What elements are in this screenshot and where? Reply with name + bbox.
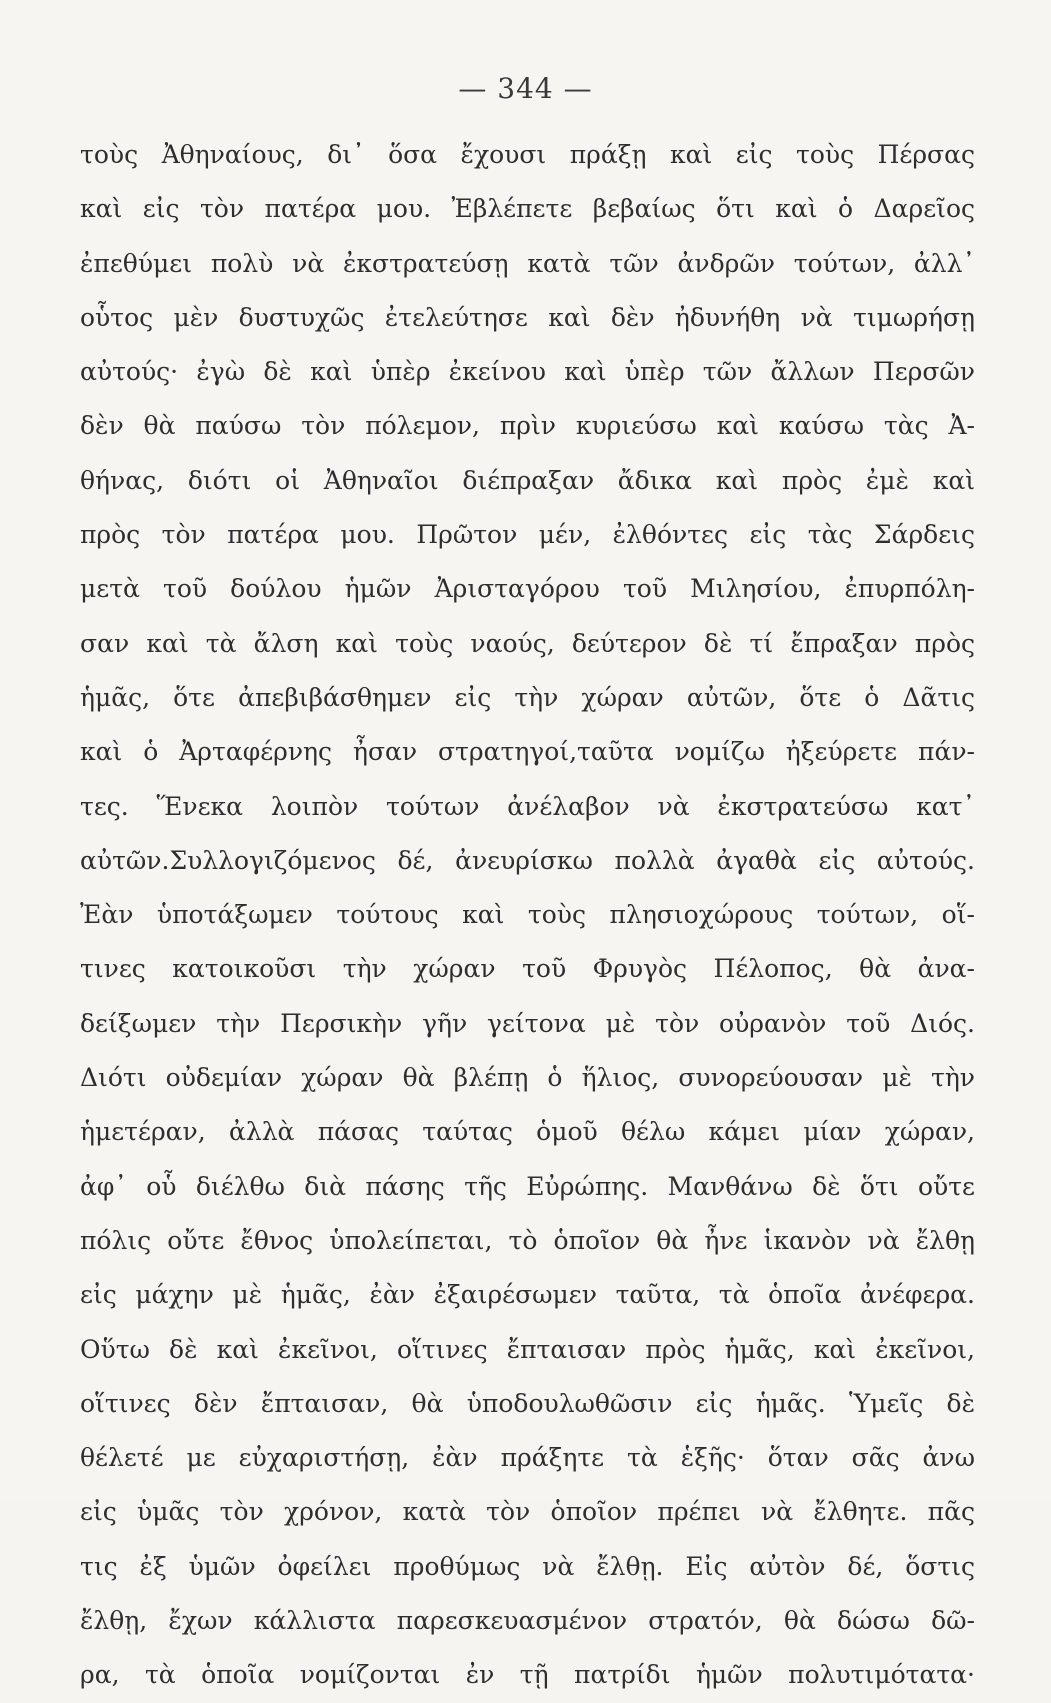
text-line: ρα, τὰ ὁποῖα νομίζονται ἐν τῇ πατρίδι ἡμῶν πολυτιμότατα· [80,1660,975,1690]
text-line: καὶ ὁ Ἀρταφέρνης ἦσαν στρατηγοί,ταῦτα νομίζω ἠξεύρετε πάν- [80,737,975,767]
text-line: Οὕτω δὲ καὶ ἐκεῖνοι, οἵτινες ἔπταισαν πρὸς ἡμᾶς, καὶ ἐκεῖνοι, [80,1334,975,1364]
text-line: ἔλθῃ, ἔχων κάλλιστα παρεσκευασμένον στρατόν, θὰ δώσω δῶ- [80,1606,975,1636]
page-number: — 344 — [458,72,593,105]
text-line: ἡμᾶς, ὅτε ἀπεβιβάσθημεν εἰς τὴν χώραν αὐτῶν, ὅτε ὁ Δᾶτις [80,682,975,712]
text-line: αὐτῶν.Συλλογιζόμενος δέ, ἀνευρίσκω πολλὰ ἀγαθὰ εἰς αὐτούς. [80,845,975,875]
text-line: δὲν θὰ παύσω τὸν πόλεμον, πρὶν κυριεύσω καὶ καύσω τὰς Ἀ- [80,411,975,441]
text-line: ἀφ᾽ οὗ διέλθω διὰ πάσης τῆς Εὐρώπης. Μανθάνω δὲ ὅτι οὔτε [80,1171,975,1201]
text-line: καὶ εἰς τὸν πατέρα μου. Ἐβλέπετε βεβαίως ὅτι καὶ ὁ Δαρεῖος [80,194,975,224]
text-line: οὗτος μὲν δυστυχῶς ἐτελεύτησε καὶ δὲν ἠδυνήθη νὰ τιμωρήσῃ [80,302,975,332]
body-text [80,128,975,1703]
text-line: οἵτινες δὲν ἔπταισαν, θὰ ὑποδουλωθῶσιν εἰς ἡμᾶς. Ὑμεῖς δὲ [80,1388,975,1418]
text-line: εἰς ὑμᾶς τὸν χρόνον, κατὰ τὸν ὁποῖον πρέπει νὰ ἔλθητε. πᾶς [80,1497,975,1527]
text-line: τοὺς Ἀθηναίους, δι᾽ ὅσα ἔχουσι πράξῃ καὶ εἰς τοὺς Πέρσας [80,140,975,169]
text-line: ἐπεθύμει πολὺ νὰ ἐκστρατεύσῃ κατὰ τῶν ἀνδρῶν τούτων, ἀλλ᾽ [80,248,975,278]
text-line: θέλετέ με εὐχαριστήσῃ, ἐὰν πράξητε τὰ ἑξῆς· ὅταν σᾶς ἀνω [80,1443,975,1473]
text-line: μετὰ τοῦ δούλου ἡμῶν Ἀρισταγόρου τοῦ Μιλησίου, ἐπυρπόλη- [80,574,975,604]
text-line: Διότι οὐδεμίαν χώραν θὰ βλέπῃ ὁ ἥλιος, συνορεύουσαν μὲ τὴν [80,1063,975,1093]
text-line: πρὸς τὸν πατέρα μου. Πρῶτον μέν, ἐλθόντες εἰς τὰς Σάρδεις [80,520,975,550]
text-line: εἰς μάχην μὲ ἡμᾶς, ἐὰν ἐξαιρέσωμεν ταῦτα, τὰ ὁποῖα ἀνέφερα. [80,1280,975,1310]
text-line: τις ἐξ ὑμῶν ὀφείλει προθύμως νὰ ἔλθῃ. Εἰς αὐτὸν δέ, ὅστις [80,1551,975,1581]
text-line: ἡμετέραν, ἀλλὰ πάσας ταύτας ὁμοῦ θέλω κάμει μίαν χώραν, [80,1117,975,1147]
text-line: σαν καὶ τὰ ἄλση καὶ τοὺς ναούς, δεύτερον δὲ τί ἔπραξαν πρὸς [80,628,975,658]
text-line: τες. Ἕνεκα λοιπὸν τούτων ἀνέλαβον νὰ ἐκστρατεύσω κατ᾽ [80,791,975,821]
text-line: Ἐὰν ὑποτάξωμεν τούτους καὶ τοὺς πλησιοχώρους τούτων, οἵ- [80,900,975,930]
text-line: πόλις οὔτε ἔθνος ὑπολείπεται, τὸ ὁποῖον θὰ ἦνε ἱκανὸν νὰ ἔλθῃ [80,1225,975,1255]
text-line: θήνας, διότι οἱ Ἀθηναῖοι διέπραξαν ἄδικα καὶ πρὸς ἐμὲ καὶ [80,465,975,495]
text-line: αὐτούς· ἐγὼ δὲ καὶ ὑπὲρ ἐκείνου καὶ ὑπὲρ τῶν ἄλλων Περσῶν [80,357,975,387]
text-line: δείξωμεν τὴν Περσικὴν γῆν γείτονα μὲ τὸν οὐρανὸν τοῦ Διός. [80,1008,975,1038]
text-line: τινες κατοικοῦσι τὴν χώραν τοῦ Φρυγὸς Πέλοπος, θὰ ἀνα- [80,954,975,984]
